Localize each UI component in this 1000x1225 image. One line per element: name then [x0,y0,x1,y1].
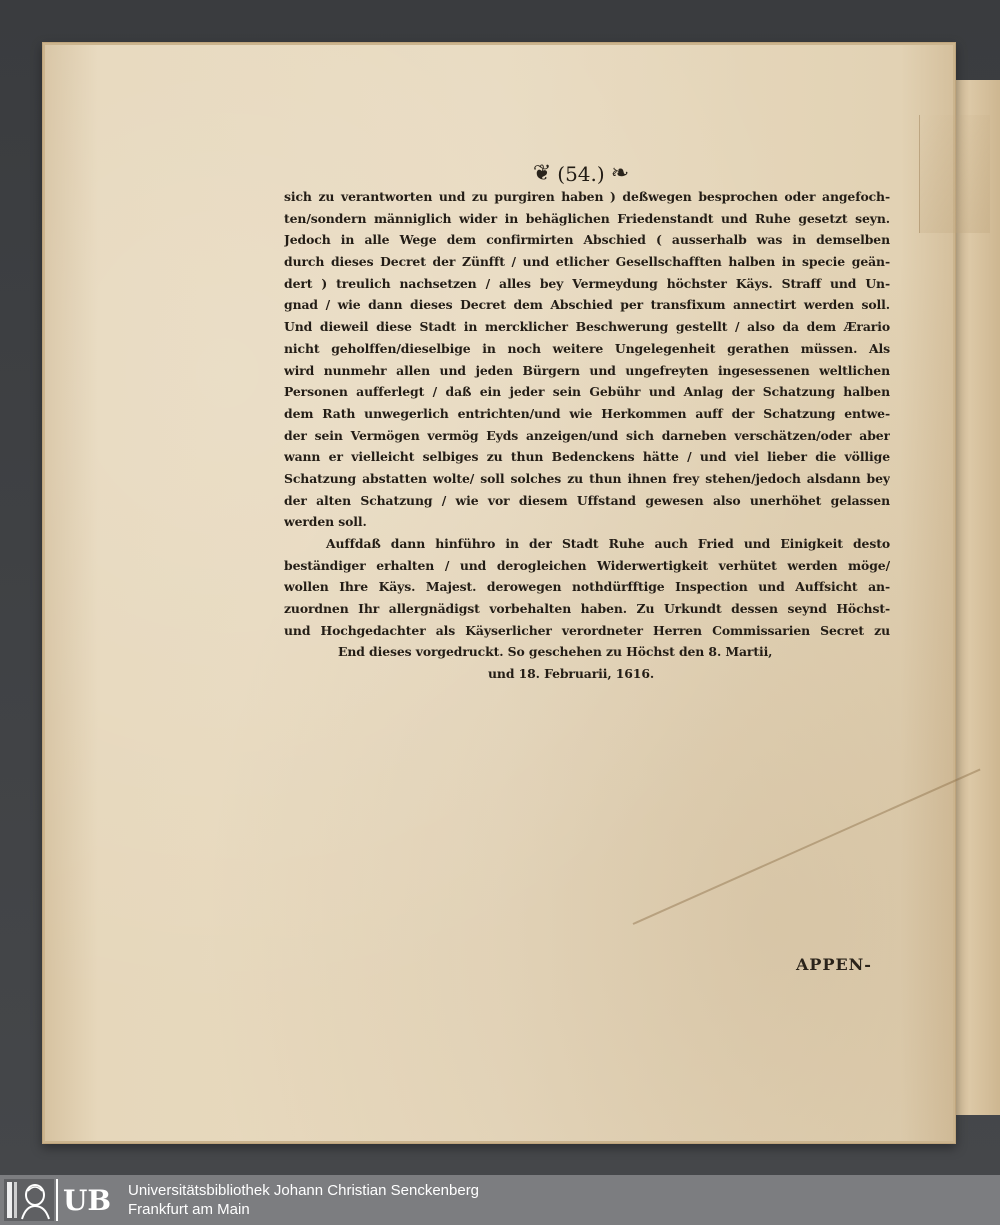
text-line: wollen Ihre Käys. Majest. derowegen nothdürfftige Inspection und Auffsicht an- [284,579,890,595]
catchword: APPEN- [796,955,872,974]
text-line: der sein Vermögen vermög Eyds anzeigen/und sich darneben verschätzen/oder aber [284,427,890,443]
text-line: wann er vielleicht selbiges zu thun Bedenckens hätte / und viel lieber die völlige [284,449,890,465]
library-footer [0,1175,1000,1225]
text-line: der alten Schatzung / wie vor diesem Uffstand gewesen also unerhöhet gelassen [284,492,890,508]
text-line: dem Rath unwegerlich entrichten/und wie Herkommen auff der Schatzung entwe- [284,405,890,421]
library-logo[interactable] [4,1179,116,1221]
text-line: durch dieses Decret der Zünfft / und etlicher Gesellschafften halben in specie geän- [284,254,890,270]
senckenberg-portrait-icon [4,1179,54,1221]
text-line: Jedoch in alle Wege dem confirmirten Abschied ( ausserhalb was in demselben [284,232,890,248]
body-text [284,186,890,685]
page-fold [919,115,990,233]
text-line: beständiger erhalten / und derogleichen Widerwertigkeit verhütet werden möge/ [284,557,890,573]
text-line: werden soll. [284,514,367,530]
text-line: sich zu verantworten und zu purgiren haben ) deßwegen besprochen oder angefoch- [284,189,890,204]
right-ornament-icon: ❧ [610,161,630,186]
text-line: Personen aufferlegt / daß ein jeder sein Gebühr und Anlag der Schatzung halben [284,384,890,400]
text-line: ten/sondern männiglich wider in behäglichen Friedenstandt und Ruhe gesetzt seyn. [284,210,890,226]
left-ornament-icon: ❦ [532,161,552,186]
text-line: Und dieweil diese Stadt in mercklicher Beschwerung gestellt / also da dem Ærario [284,319,890,335]
text-line: und 18. Februarii, 1616. [488,666,655,682]
text-line: gnad / wie dann dieses Decret dem Abschied per transfixum annectirt werden soll. [284,297,890,313]
text-line: Schatzung abstatten wolte/ soll solches zu thun ihnen frey stehen/jedoch alsdann bey [284,470,890,486]
text-line: dert ) treulich nachsetzen / alles bey Vermeydung höchster Käys. Straff und Un- [284,275,890,291]
text-line: zuordnen Ihr allergnädigst vorbehalten haben. Zu Urkundt dessen seynd Höchst- [284,601,890,617]
library-name-line2: Frankfurt am Main [128,1201,250,1218]
page-number: (54.) [557,162,605,186]
text-line: End dieses vorgedruckt. So geschehen zu Höchst den 8. Martii, [338,644,773,660]
text-line: wird nunmehr allen und jeden Bürgern und ungefreyten ingesessenen weltlichen [284,362,890,378]
text-line: nicht geholffen/dieselbige in noch weitere Ungelegenheit gerathen müssen. Als [284,340,890,356]
page-crease [633,769,981,925]
text-line: und Hochgedachter als Käyserlicher verordneter Herren Commissarien Secret zu [284,622,890,638]
library-name-line1: Universitätsbibliothek Johann Christian Senckenberg [128,1182,480,1199]
library-name [128,1181,479,1219]
text-line: Auffdaß dann hinführo in der Stadt Ruhe auch Fried und Einigkeit desto [326,536,890,551]
ub-logo-text: UB [56,1179,116,1221]
